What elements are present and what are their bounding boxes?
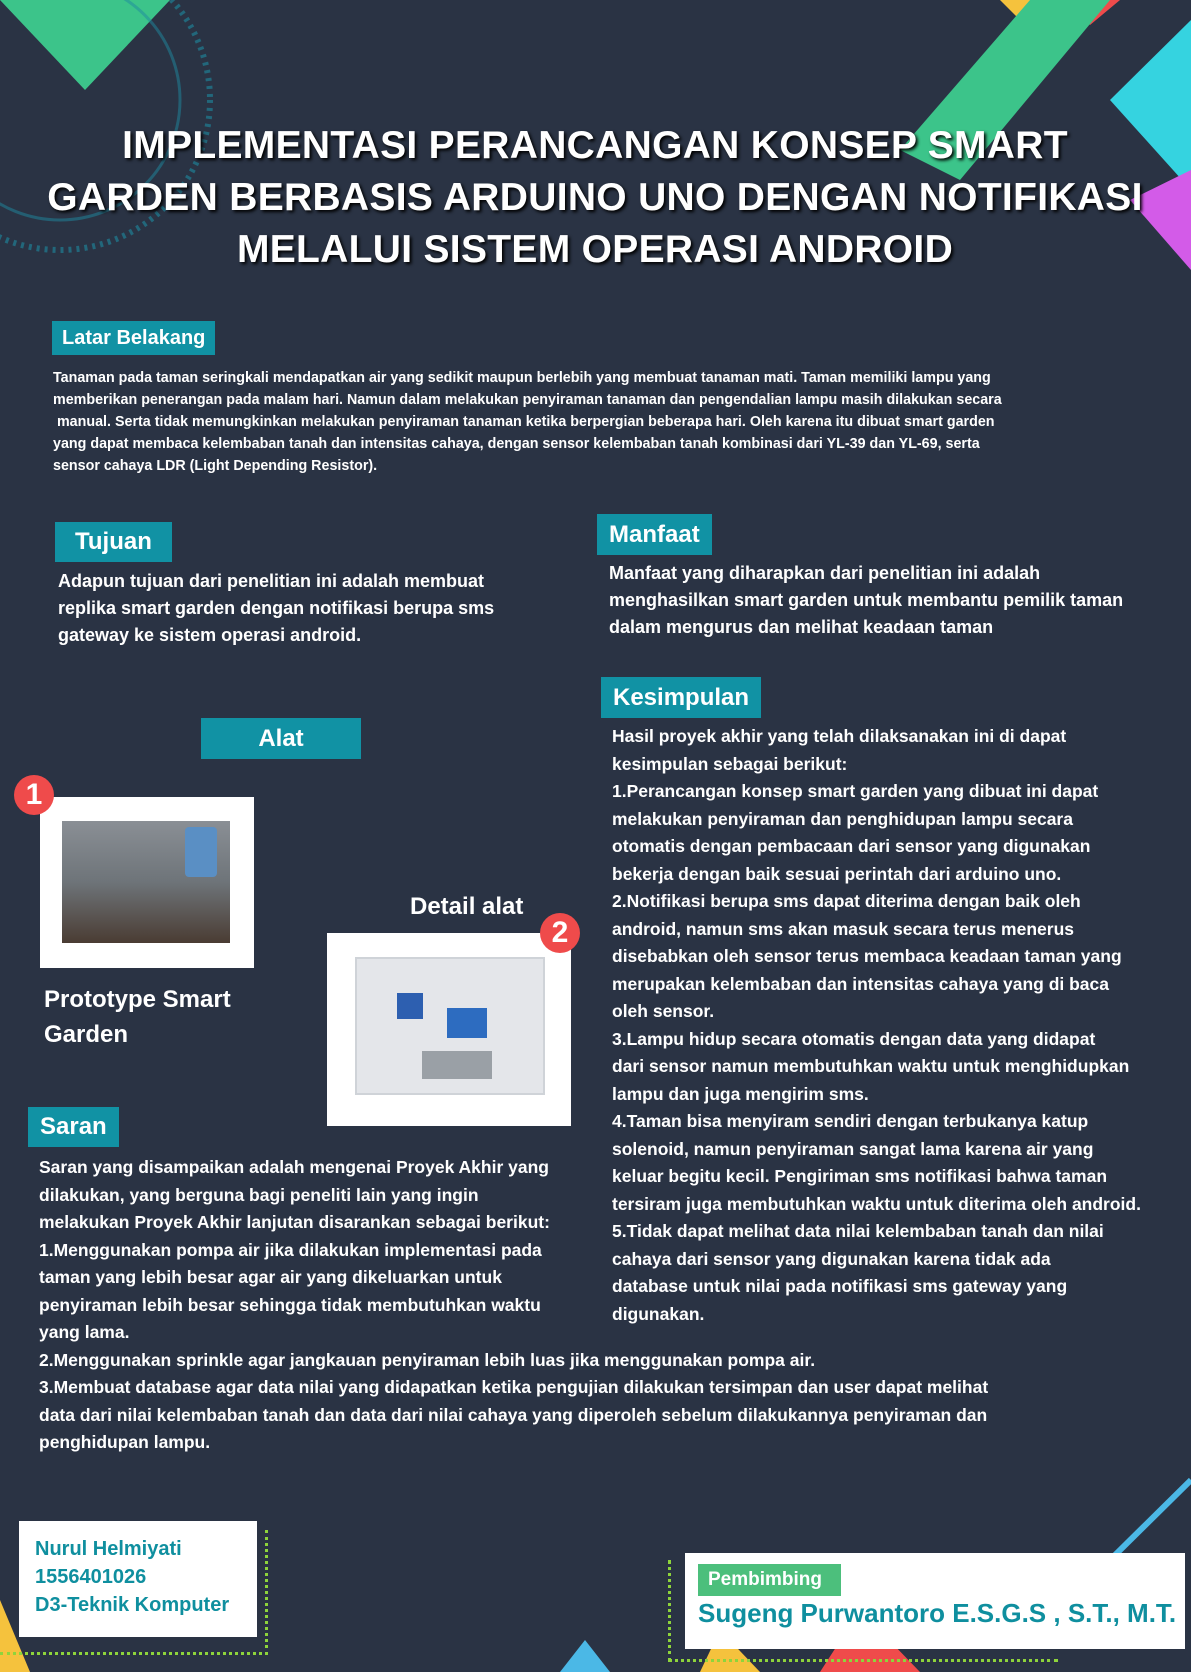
text-line: 1.Menggunakan pompa air jika dilakukan implementasi pada bbox=[39, 1239, 542, 1260]
text-line: sensor cahaya LDR (Light Depending Resistor). bbox=[53, 458, 378, 474]
text-line: cahaya dari sensor yang digunakan karena tidak ada bbox=[612, 1248, 1051, 1269]
badge-number-1: 1 bbox=[14, 775, 54, 815]
prototype-caption bbox=[44, 982, 231, 1052]
text-line: 4.Taman bisa menyiram sendiri dengan terbukanya katup bbox=[612, 1111, 1089, 1131]
text-line: penghidupan lampu. bbox=[39, 1432, 211, 1452]
text-line: disebabkan oleh sensor terus membaca keadaan taman yang bbox=[612, 946, 1122, 966]
text-line: dilakukan, yang berguna bagi peneliti lain yang ingin bbox=[39, 1184, 479, 1205]
text-line: dari sensor namun membutuhkan waktu untuk menghidupkan bbox=[612, 1056, 1130, 1076]
text-line: 2.Menggunakan sprinkle agar jangkauan penyiraman lebih luas jika menggunakan pompa air. bbox=[39, 1349, 816, 1370]
text-line: data dari nilai kelembaban tanah dan data dari nilai cahaya yang diperoleh sebelum dilakukannya penyiraman dan bbox=[39, 1404, 988, 1425]
text-line: Prototype Smart bbox=[44, 986, 231, 1013]
text-line: Garden bbox=[44, 1021, 129, 1048]
text-line: tersiram juga membutuhkan waktu untuk diterima oleh android. bbox=[612, 1193, 1141, 1214]
text-line: yang dapat membaca kelembaban tanah dan intensitas cahaya, dengan sensor kelembaban tanah kombinasi dari YL-39 dan YL-69, serta bbox=[53, 436, 980, 452]
text-line: dalam mengurus dan melihat keadaan taman bbox=[609, 617, 994, 637]
text-line: melakukan penyiraman dan penghidupan lampu secara bbox=[612, 808, 1073, 829]
text-line: digunakan. bbox=[612, 1303, 705, 1324]
text-line: 2.Notifikasi berupa sms dapat diterima dengan baik oleh bbox=[612, 891, 1081, 911]
title-line: GARDEN BERBASIS ARDUINO UNO DENGAN NOTIFIKASI bbox=[47, 176, 1143, 219]
text-line: gateway ke sistem operasi android. bbox=[58, 625, 362, 645]
text-line: keluar begitu kecil. Pengiriman sms notifikasi bahwa taman bbox=[612, 1166, 1108, 1186]
pembimbing-card bbox=[685, 1553, 1185, 1649]
saran-text bbox=[39, 1154, 988, 1457]
section-label-tujuan: Tujuan bbox=[55, 522, 172, 562]
pembimbing-name: Sugeng Purwantoro E.S.G.S , S.T., M.T. bbox=[698, 1598, 1177, 1628]
title-line: MELALUI SISTEM OPERASI ANDROID bbox=[236, 228, 954, 271]
text-line: lampu dan juga mengirim sms. bbox=[612, 1083, 869, 1104]
text-line: yang lama. bbox=[39, 1322, 130, 1342]
text-line: merupakan kelembaban dan intensitas cahaya yang di baca bbox=[612, 973, 1109, 994]
text-line: 1.Perancangan konsep smart garden yang dibuat ini dapat bbox=[612, 781, 1099, 801]
poster-title bbox=[40, 120, 1150, 276]
text-line: kesimpulan sebagai berikut: bbox=[612, 753, 848, 774]
text-line: oleh sensor. bbox=[612, 1001, 715, 1021]
author-card bbox=[19, 1521, 257, 1637]
section-label-saran: Saran bbox=[28, 1107, 119, 1147]
text-line: Adapun tujuan dari penelitian ini adalah membuat bbox=[58, 571, 485, 591]
text-line: memberikan penerangan pada malam hari. Namun dalam melakukan penyiraman tanaman dan pengendalian lampu masih dilakukan secara bbox=[53, 392, 1002, 408]
text-line: melakukan Proyek Akhir lanjutan disarankan sebagai berikut: bbox=[39, 1212, 550, 1232]
tujuan-text bbox=[58, 568, 494, 649]
text-line: penyiraman lebih besar sehingga tidak membutuhkan waktu bbox=[39, 1294, 541, 1315]
text-line: 3.Lampu hidup secara otomatis dengan data yang didapat bbox=[612, 1028, 1096, 1049]
text-line: 3.Membuat database agar data nilai yang didapatkan ketika pengujian dilakukan tersimpan dan user dapat melihat bbox=[39, 1377, 989, 1397]
latar-belakang-text bbox=[53, 367, 1002, 477]
title-line: IMPLEMENTASI PERANCANGAN KONSEP SMART bbox=[122, 124, 1068, 167]
text-line: 5.Tidak dapat melihat data nilai kelembaban tanah dan nilai bbox=[612, 1221, 1104, 1241]
section-label-kesimpulan: Kesimpulan bbox=[601, 677, 761, 718]
text-line: Hasil proyek akhir yang telah dilaksanakan ini di dapat bbox=[612, 726, 1067, 746]
section-label-latar-belakang: Latar Belakang bbox=[52, 321, 215, 355]
pembimbing-label: Pembimbing bbox=[698, 1564, 841, 1596]
section-label-manfaat: Manfaat bbox=[597, 514, 712, 555]
author-program: D3-Teknik Komputer bbox=[35, 1594, 230, 1616]
text-line: database untuk nilai pada notifikasi sms gateway yang bbox=[612, 1276, 1068, 1296]
detail-alat-caption: Detail alat bbox=[410, 893, 524, 920]
author-name: Nurul Helmiyati bbox=[35, 1538, 182, 1560]
manfaat-text bbox=[609, 560, 1123, 641]
text-line: solenoid, namun penyiraman sangat lama karena air yang bbox=[612, 1138, 1094, 1159]
text-line: manual. Serta tidak memungkinkan melakukan penyiraman tanaman ketika berpergian beberapa hari. Oleh karena itu dibuat smart garden bbox=[53, 414, 995, 430]
text-line: taman yang lebih besar agar air yang dikeluarkan untuk bbox=[39, 1267, 502, 1287]
text-line: Manfaat yang diharapkan dari penelitian ini adalah bbox=[609, 563, 1041, 583]
text-line: android, namun sms akan masuk secara terus menerus bbox=[612, 918, 1074, 939]
text-line: Tanaman pada taman seringkali mendapatkan air yang sedikit maupun berlebih yang membuat tanaman mati. Taman memiliki lampu yang bbox=[53, 370, 991, 386]
section-label-alat: Alat bbox=[201, 718, 361, 759]
text-line: bekerja dengan baik sesuai perintah dari arduino uno. bbox=[612, 863, 1062, 884]
prototype-photo bbox=[40, 797, 254, 968]
text-line: otomatis dengan pembacaan dari sensor yang digunakan bbox=[612, 836, 1091, 856]
text-line: menghasilkan smart garden untuk membantu pemilik taman bbox=[609, 590, 1124, 610]
text-line: replika smart garden dengan notifikasi berupa sms bbox=[58, 598, 495, 618]
detail-alat-photo bbox=[327, 933, 571, 1126]
text-line: Saran yang disampaikan adalah mengenai Proyek Akhir yang bbox=[39, 1157, 549, 1177]
author-nim: 1556401026 bbox=[35, 1566, 147, 1588]
badge-number-2: 2 bbox=[540, 913, 580, 953]
